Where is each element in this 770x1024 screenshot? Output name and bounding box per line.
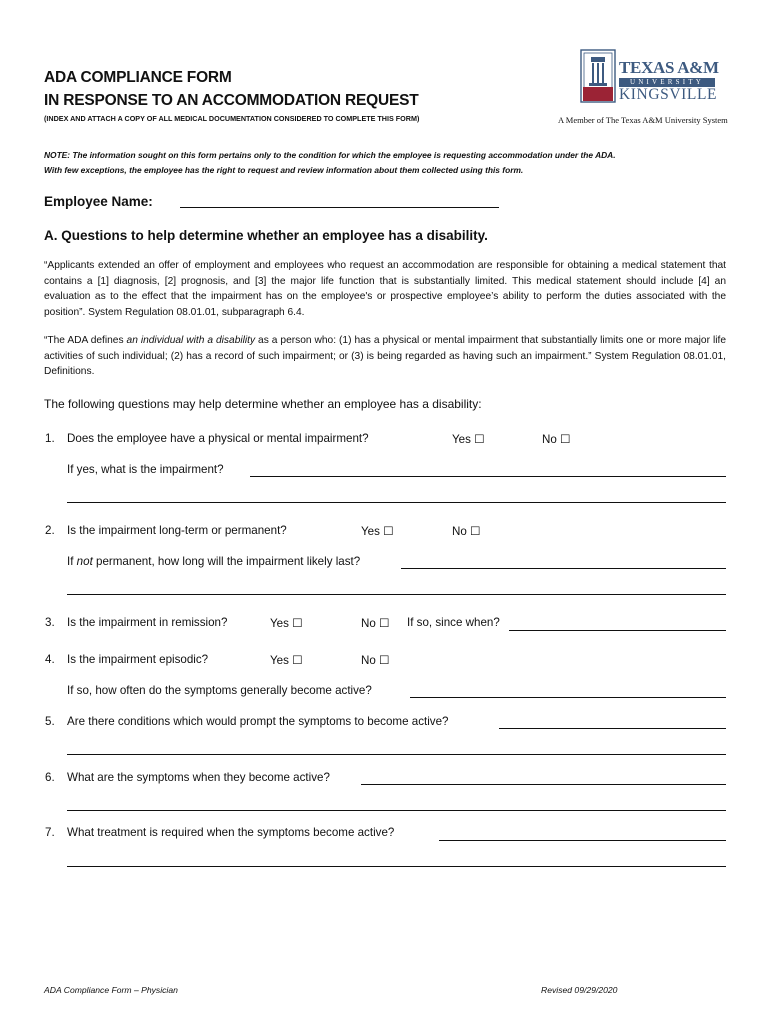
q6-number: 6. xyxy=(45,771,55,784)
form-subtitle: (INDEX AND ATTACH A COPY OF ALL MEDICAL DOCUMENTATION CONSIDERED TO COMPLETE THIS FORM) xyxy=(44,114,420,123)
q5-answer-line-1[interactable] xyxy=(499,728,726,729)
member-text: A Member of The Texas A&M University System xyxy=(558,115,728,125)
q5-answer-line-2[interactable] xyxy=(67,754,726,755)
q5-number: 5. xyxy=(45,715,55,728)
q6-answer-line-2[interactable] xyxy=(67,810,726,811)
regulation-paragraph-1: “Applicants extended an offer of employment and employees who request an accommodation are responsible for obtaining a medical statement that contains a [1] diagnosis, [2] prognosis, and [3] the major life function that is substantially limited. This medical statement should include [4] an evaluation as to the effect that the impairment has on the employee's or prospective employee’s ability to perform the duties associated with the position”. System Regulation 08.01.01, subparagraph 6.4. xyxy=(44,260,726,318)
q1-text: Does the employee have a physical or mental impairment? xyxy=(67,432,369,445)
footer-form-name: ADA Compliance Form – Physician xyxy=(44,985,178,995)
q3-answer-line[interactable] xyxy=(509,630,726,631)
employee-name-field[interactable] xyxy=(180,207,499,208)
q4-text: Is the impairment episodic? xyxy=(67,653,209,666)
logo-text-line1: TEXAS A&M xyxy=(619,58,719,77)
q1-answer-line-1[interactable] xyxy=(250,476,726,477)
q7-answer-line-2[interactable] xyxy=(67,866,726,867)
q1-followup: If yes, what is the impairment? xyxy=(67,463,224,476)
q1-no-checkbox[interactable]: No ☐ xyxy=(542,433,571,446)
q3-text: Is the impairment in remission? xyxy=(67,616,228,629)
questions-intro: The following questions may help determine whether an employee has a disability: xyxy=(44,397,482,411)
q7-text: What treatment is required when the symptoms become active? xyxy=(67,826,395,839)
q4-answer-line[interactable] xyxy=(410,697,726,698)
footer-revision-date: Revised 09/29/2020 xyxy=(541,985,618,995)
employee-name-label: Employee Name: xyxy=(44,194,153,209)
q1-yes-checkbox[interactable]: Yes ☐ xyxy=(452,433,485,446)
q7-answer-line-1[interactable] xyxy=(439,840,726,841)
q2-answer-line-2[interactable] xyxy=(67,594,726,595)
logo-text-line2: UNIVERSITY xyxy=(619,78,715,87)
q3-yes-checkbox[interactable]: Yes ☐ xyxy=(270,617,303,630)
q4-no-checkbox[interactable]: No ☐ xyxy=(361,654,390,667)
note-line1: NOTE: The information sought on this form pertains only to the condition for which the employee is requesting accommodation under the ADA. xyxy=(44,150,616,160)
q4-number: 4. xyxy=(45,653,55,666)
section-a-heading: A. Questions to help determine whether an employee has a disability. xyxy=(44,228,488,243)
q1-number: 1. xyxy=(45,432,55,445)
form-title-line2: IN RESPONSE TO AN ACCOMMODATION REQUEST xyxy=(44,92,419,109)
q2-number: 2. xyxy=(45,524,55,537)
regulation-paragraph-2: “The ADA defines an individual with a disability as a person who: (1) has a physical or mental impairment that substantially limits one or more major life activities of such individual; (2) has a record of such impairment; or (3) is being regarded as having such an impairment.” System Regulation 08.01.01, Definitions. xyxy=(44,335,726,378)
q2-yes-checkbox[interactable]: Yes ☐ xyxy=(361,525,394,538)
logo-text-line3: KINGSVILLE xyxy=(619,86,718,103)
q2-no-checkbox[interactable]: No ☐ xyxy=(452,525,481,538)
q6-answer-line-1[interactable] xyxy=(361,784,726,785)
q3-no-checkbox[interactable]: No ☐ xyxy=(361,617,390,630)
q2-answer-line-1[interactable] xyxy=(401,568,726,569)
q3-number: 3. xyxy=(45,616,55,629)
q1-answer-line-2[interactable] xyxy=(67,502,726,503)
q2-followup: If not permanent, how long will the impairment likely last? xyxy=(67,555,361,568)
q7-number: 7. xyxy=(45,826,55,839)
university-seal-icon xyxy=(579,47,619,105)
q4-yes-checkbox[interactable]: Yes ☐ xyxy=(270,654,303,667)
form-title-line1: ADA COMPLIANCE FORM xyxy=(44,69,232,86)
university-logo xyxy=(579,47,719,107)
note-line2: With few exceptions, the employee has the right to request and review information about them collected using this form. xyxy=(44,165,524,175)
q2-text: Is the impairment long-term or permanent? xyxy=(67,524,287,537)
q6-text: What are the symptoms when they become active? xyxy=(67,771,330,784)
q3-followup: If so, since when? xyxy=(407,616,500,629)
q5-text: Are there conditions which would prompt the symptoms to become active? xyxy=(67,715,449,728)
q4-followup: If so, how often do the symptoms generally become active? xyxy=(67,684,372,697)
